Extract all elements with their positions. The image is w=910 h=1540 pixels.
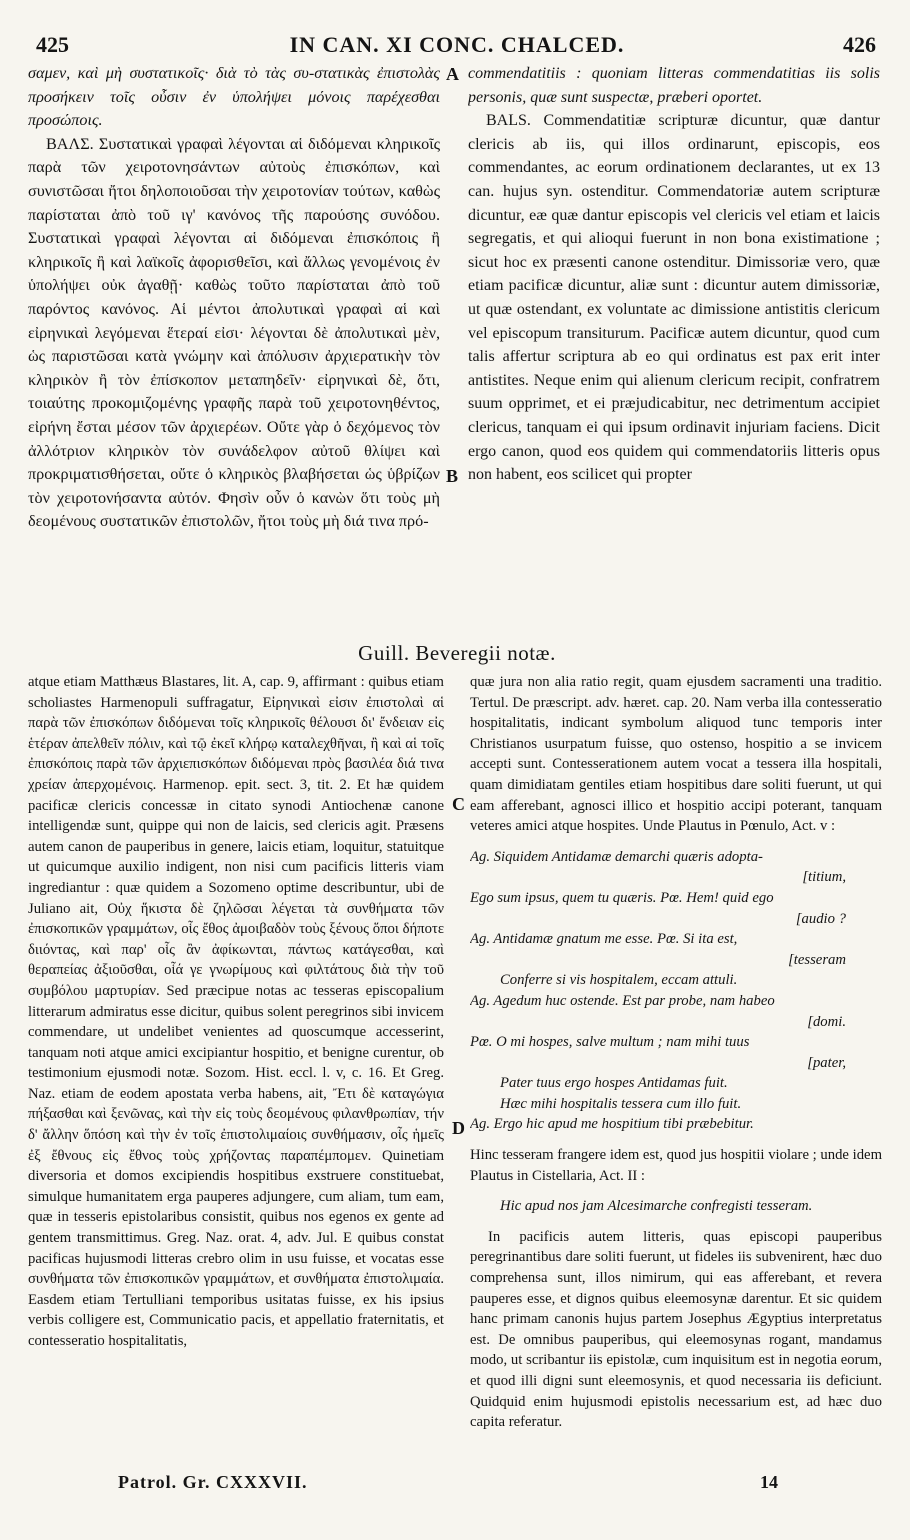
latin-balsamon-commentary: BALS. Commendatitiæ scripturæ dicuntur, quæ dantur clericis ab iis, qui illos ordinarunt, episcopis, eos commendantes, ac eorum ordinationem declarantes, ut ex 13 can. hujus syn. ostenditur. Commendatoriæ autem scripturæ dicuntur, eæ quæ dantur episcopis vel clericis vel etiam et laicis segregatis, et qui alioqui fuerunt in non bona existimatione ; sicut hoc ex præsenti canone ostenditur. Dimissoriæ vero, quæ etiam pacificæ dicuntur, aliæ sunt : dicuntur autem dimissoriæ, ut quæ ostendant, ex voluntate ac dimissione antistitis clericum vel episcopum transiturum. Pacificæ autem dicuntur, quod cum talis affertur scriptura ab eo qui ordinatus est pax erit inter antistites. Neque enim qui alienum clericum recipit, confratrem suum opprimet, et ei præjudicabitur, nec detrimentum accipiet clericus, tanquam ei qui ipsum ordinavit injuriam faciens. Dicit ergo canon, quod eos quidem qui commendatoriis litteris opus non habent, eos scilicet qui propter [468, 112, 880, 484]
verse-line: [tesseram [788, 951, 846, 968]
notes-right-end: In pacificis autem litteris, quas episcopi pauperibus peregrinantibus dare soliti fuerunt, ut fideles iis subvenirent, hæc duo comprehensa sunt, illos nimirum, qui eas afferebant, et revera pauperes esse, et dignos quibus eleemosynæ darentur. Et sic quidem hanc primam canonis hujus partem Josephus Ægyptius interpretatus est. De omnibus pauperibus, qui eleemosynas rogant, mandamus modo, ut scribantur iis epistolæ, cum inquisitum est in negotia eorum, et quod illi digni sunt eleemosynis, et quod necessaria iis deficiunt. Quidquid enim hujusmodi epistolis necessarium est, ad hæc duo capita referatur. [470, 1228, 882, 1431]
margin-letter-d: D [452, 1118, 465, 1138]
plautus-cistellaria-quotation: Hic apud nos jam Alcesimarche confregisti tesseram. [500, 1198, 813, 1215]
page-number-left: 425 [36, 32, 69, 57]
verse-line: [domi. [807, 1013, 846, 1030]
verse-line: [titium, [802, 869, 846, 886]
margin-letter-b: B [446, 466, 459, 486]
notes-right-mid: Hinc tesseram frangere idem est, quod jus hospitii violare ; unde idem Plautus in Cistellaria, Act. II : [470, 1147, 882, 1184]
verse-line: Ag. Agedum huc ostende. Est par probe, nam habeo [470, 992, 775, 1009]
beveridge-notes [28, 672, 886, 1502]
notes-left-column [28, 672, 444, 1352]
verse-line: Ag. Ergo hic apud me hospitium tibi præbebitur. [470, 1116, 754, 1133]
page [28, 28, 886, 1518]
running-header [28, 28, 886, 62]
greek-column [28, 62, 440, 534]
notes-right-column [470, 672, 882, 1433]
running-title: IN CAN. XI CONC. CHALCED. [289, 32, 625, 57]
notes-left-text: atque etiam Matthæus Blastares, lit. A, cap. 9, affirmant : quibus etiam scholiastes Harmenopuli suffragatur, Εἰρηνικαὶ εἰσιν ἐπιστολαὶ αἱ παρὰ τῶν ἐπισκόπων διδόμεναι τοῖς κληρικοῖς θέλουσι δι' ἔνδειαν εἰς ἑτέραν ἀπελθεῖν πόλιν, καὶ τῷ ἐκεῖ κλήρῳ καταλεχθῆναι, ἢ καὶ αἱ τοῖς ἐπισκόποις παρὰ τῶν ἀρχιεπισκόπων διδόμεναι πρὸς βασιλέα διά τινα χρείαν ἀπερχομένοις. Harmenop. epit. sect. 3, tit. 2. Et hæ quidem pacificæ clericis concessæ in citato synodi Antiochenæ canone intelligendæ sunt, quippe qui non de laicis, sed clericis agit. Præsens autem canon de pauperibus in genere, laicis etiam, loquitur, statuitque ut quicumque auxilio indigent, non nisi cum pacificis litteris viam ingrediantur : quæ quidem a Sozomeno optime describuntur, ubi de Juliano ait, Οὐχ ἥκιστα δὲ ζηλῶσαι λέγεται τὰ συνθήματα τῶν ἐπισκοπικῶν γραμμάτων, οἷς ἔθος ἀμοιβαδὸν τοὺς ξένους ὅποι δήποτε διιόντας, καὶ παρ' οἷς ἂν ἀφίκωνται, πάντως κατάγεσθαι, καὶ θεραπείας ἀξιοῦσθαι, οἷά γε γνωρίμους καὶ φιλτάτους διὰ τὴν τοῦ συμβόλου μαρτυρίαν. Sed præcipue notas ac tesseras episcopalium litterarum admiratus esse dicitur, quibus solent peregrinos sibi invicem commendare, ut undelibet venientes ad quoscumque accesserint, tanquam noti atque amici excipiantur hospitio, et benigne curentur, ob testimonium ejusmodi notæ. Sozom. Hist. eccl. l. v, c. 16. Et Greg. Naz. etiam de eodem apostata verba habens, ait, Ἔτι δὲ καταγώγια πήξασθαι καὶ ξενῶνας, καὶ τὴν εἰς τοὺς δεομένους φιλανθρωπίαν, τήν δ' ἄλλην ὅπόση καὶ τὴν ἐν τοῖς ἐπιστολιμαίοις συνθήμασιν, οἷς ἡμεῖς ἐξ ἔθνους εἰς ἔθνος τοὺς χρήζοντας παραπέμπομεν. Quinetiam diversoria et domos excipiendis hospitibus exstruere constituebat, simulque humanitatem erga pauperes adjungere, cum aliam, tum eam, quæ in tesseris epistolaribus consistit, quibus nos egenos ex gente ad gentem transmittimus. Greg. Naz. orat. 4, adv. Jul. E quibus constat pacificas hujusmodi litteras crebro olim in usu fuisse, et vocatas esse συνθήματα τῶν ἐπισκοπικῶν γραμμάτων, et συνθήματα ἐπιστολιμαία. Easdem etiam Tertulliani temporibus usitatas fuisse, ex his ipsius verbis colligere est, Communicatio pacis, et appellatio fraternitatis, et contesseratio hospitalitatis, [28, 674, 444, 1349]
page-number-right: 426 [843, 32, 876, 57]
canon-text [28, 62, 886, 637]
verse-line: Conferre si vis hospitalem, eccam attuli. [500, 972, 738, 989]
notes-title: Guill. Beveregii notæ. [358, 641, 556, 665]
verse-line: Pater tuus ergo hospes Antidamas fuit. [500, 1075, 728, 1092]
signature-mark: 14 [760, 1472, 778, 1492]
margin-letter-a: A [446, 64, 459, 84]
verse-line: [pater, [807, 1054, 846, 1071]
verse-line: Ag. Antidamæ gnatum me esse. Pœ. Si ita est, [470, 931, 738, 948]
margin-letter-c: C [452, 794, 465, 814]
latin-canon-end: commendatitiis : quoniam litteras commendatitias iis solis personis, quæ sunt suspectæ, præberi oportet. [468, 65, 880, 106]
latin-column [468, 62, 880, 487]
verse-line: [audio ? [795, 910, 846, 927]
verse-line: Hæc mihi hospitalis tessera cum illo fuit. [500, 1095, 742, 1112]
verse-line: Ag. Siquidem Antidamæ demarchi quæris adopta- [470, 848, 763, 865]
greek-balsamon-commentary: ΒΑΛΣ. Συστατικαὶ γραφαὶ λέγονται αἱ διδόμεναι κληρικοῖς παρὰ τῶν χειροτονησάντων αὐτοὺς ἐπισκόπων, καὶ συνιστῶσαι ἤτοι δηλοποιοῦσαι τὴν χειροτονίαν τούτων, καθὼς παρίσταται ἀπὸ τοῦ ιγ' κανόνος τῆς παρούσης συνόδου. Συστατικαὶ γραφαὶ λέγονται αἱ διδόμεναι ἐπισκόποις ἢ κληρικοῖς ἢ καὶ λαϊκοῖς ἀφορισθεῖσι, καὶ ἄλλως γενομένοις ἐν ὑπολήψει οὐκ ἀγαθῇ· καθὼς τοῦτο παρίσταται ἀπὸ τοῦ παρόντος κανόνος. Αἱ μέντοι ἀπολυτικαὶ γραφαὶ αἱ καὶ εἰρηνικαὶ λεγόμεναι ἕτεραί εἰσι· λέγονται δὲ ἀπολυτικαὶ μὲν, ὡς παριστῶσαι κατὰ γνώμην καὶ ἀπόλυσιν ἀρχιερατικὴν τὸν κληρικὸν ἢ τὸν ἐπίσκοπον μεταπηδεῖν· εἰρηνικαὶ δὲ, ὅτι, τοιαύτης προκομιζομένης γραφῆς παρὰ τοῦ χειροτονηθέντος, εἰρήνη ἔσται μέσον τῶν ἀρχιερέων. Οὔτε γὰρ ὁ δεχόμενος τὸν ἀλλότριον κληρικὸν τὸν συνάδελφον αὐτοῦ θλίψει καὶ προκριματισθήσεται, οὔτε ὁ κληρικὸς βλαβήσεται ὡς ὑβρίζων τὸν χειροτονήσαντα αὐτόν. Φησὶν οὖν ὁ κανὼν ὅτι τοὺς μὴ δεομένους συστατικῶν ἐπιστολῶν, ἤτοι τοὺς μὴ διά τινα πρό- [28, 134, 440, 531]
verse-line: Pœ. O mi hospes, salve multum ; nam mihi tuus [470, 1034, 750, 1051]
verse-line: Ego sum ipsus, quem tu quæris. Pœ. Hem! quid ego [470, 889, 774, 906]
series-footer: Patrol. Gr. CXXXVII. [118, 1472, 308, 1492]
greek-canon-end: σαμεν, καὶ μὴ συστατικοῖς· διὰ τὸ τὰς συ-στατικὰς ἐπιστολὰς προσήκειν τοῖς οὖσιν ἐν ὑπολήψει μόνοις παρέχεσθαι προσώποις. [28, 64, 440, 130]
plautus-quotation [470, 847, 882, 1135]
notes-right-intro: quæ jura non alia ratio regit, quam ejusdem sacramenti una traditio. Tertul. De præscript. adv. hæret. cap. 20. Nam verba illa contesseratio hospitalitatis, indicant symbolum aliquod tunc temporis inter Christianos usurpatum fuisse, quo ostenso, hospitio a se invicem accepti sunt. Contesserationem autem vocat a tessera illa hospitali, quam dimidiatam gentiles etiam hospitibus dare soliti fuerunt, ut qui eam afferebant, agnosci illico et hospitio accipi poterant, tanquam veteres amici atque hospites. Unde Plautus in Pœnulo, Act. v : [470, 674, 882, 835]
